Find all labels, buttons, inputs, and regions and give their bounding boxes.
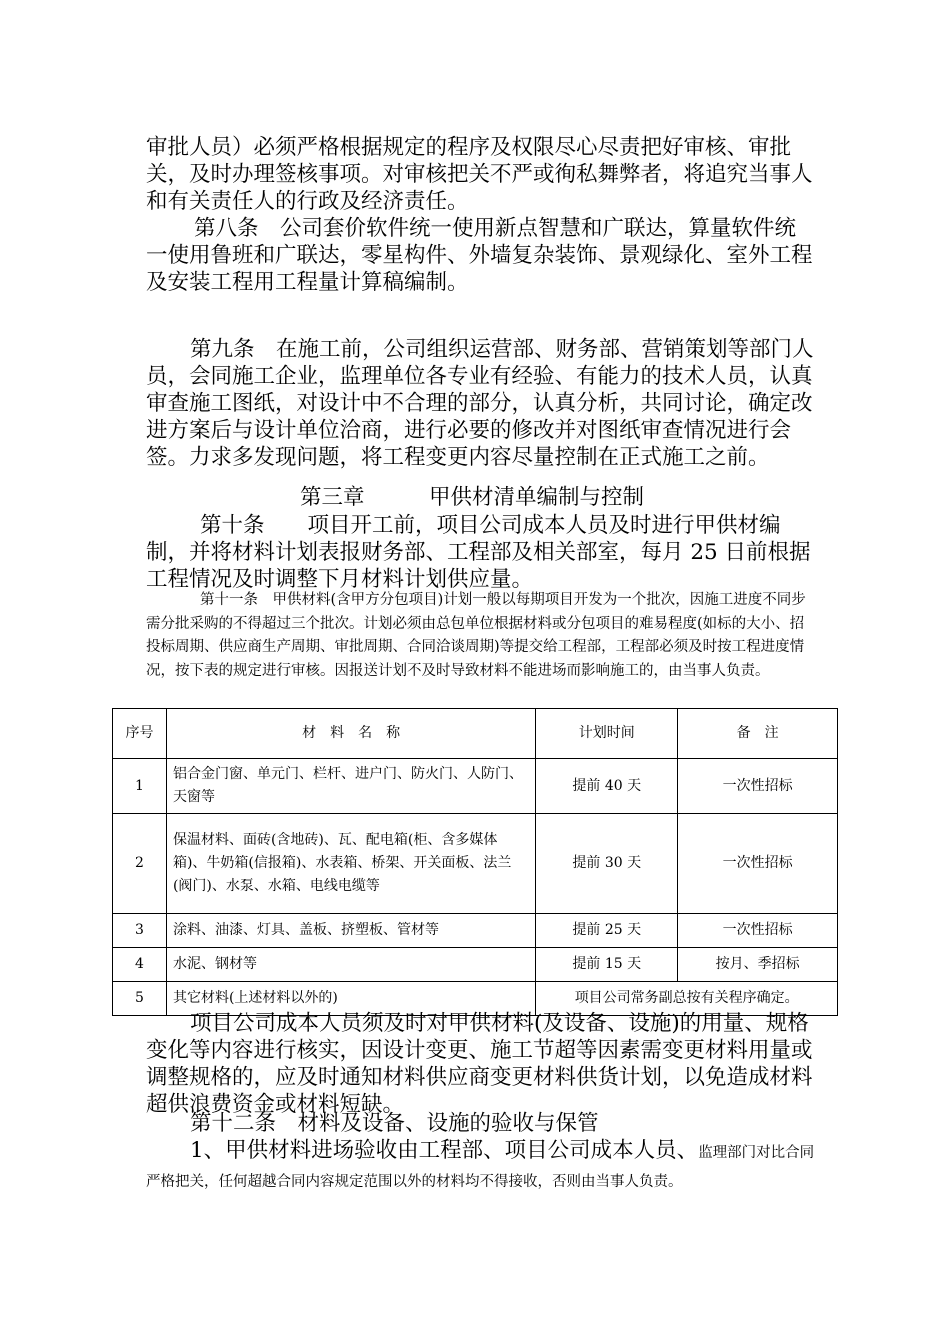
row-remarks: 一次性招标: [678, 759, 838, 814]
row-number: 1: [113, 759, 167, 814]
table-row: [113, 759, 838, 814]
row-material-name: 其它材料(上述材料以外的): [166, 982, 535, 1016]
paragraph-supply-verification: 项目公司成本人员须及时对甲供材料(及设备、设施)的用量、规格变化等内容进行核实，因设计变更、施工节超等因素需变更材料用量或调整规格的，应及时通知材料供应商变更材料供货计划，以免造成材料超供浪费资金或材料短缺。: [146, 1011, 813, 1117]
item-1-large-text: 1、甲供材料进场验收由工程部、项目公司成本人员、: [190, 1138, 699, 1163]
row-material-name: 铝合金门窗、单元门、栏杆、进户门、防火门、人防门、天窗等: [166, 759, 535, 814]
row-number: 5: [113, 982, 167, 1016]
paragraph-article-9: 第九条 在施工前，公司组织运营部、财务部、营销策划等部门人员，会同施工企业，监理单位各专业有经验、有能力的技术人员，认真审查施工图纸，对设计中不合理的部分，认真分析，共同讨论，确定改进方案后与设计单位洽商，进行必要的修改并对图纸审查情况进行会签。力求多发现问题，将工程变更内容尽量控制在正式施工之前。: [146, 337, 814, 470]
row-remarks: 一次性招标: [678, 814, 838, 914]
paragraph-article-12-title: 第十二条 材料及设备、设施的验收与保管: [190, 1111, 599, 1136]
row-material-name: 涂料、油漆、灯具、盖板、挤塑板、管材等: [166, 914, 535, 948]
table-row: [113, 914, 838, 948]
header-cell-remarks: 备 注: [678, 709, 838, 759]
header-cell-material-name: 材 料 名 称: [166, 709, 535, 759]
row-merged-remarks: 项目公司常务副总按有关程序确定。: [536, 982, 838, 1016]
row-remarks: 按月、季招标: [678, 948, 838, 982]
material-plan-table: [112, 708, 838, 1016]
header-cell-number: 序号: [113, 709, 167, 759]
paragraph-article-8: 第八条 公司套价软件统一使用新点智慧和广联达，算量软件统一使用鲁班和广联达，零星构件、外墙复杂装饰、景观绿化、室外工程及安装工程用工程量计算稿编制。: [146, 216, 813, 295]
row-number: 3: [113, 914, 167, 948]
row-plan-time: 提前 40 天: [536, 759, 678, 814]
paragraph-article-11: 第十一条 甲供材料(含甲方分包项目)计划一般以每期项目开发为一个批次，因施工进度不同步需分批采购的不得超过三个批次。计划必须由总包单位根据材料或分包项目的难易程度(如标的大小、招投标周期、供应商生产周期、审批周期、合同洽谈周期)等提交给工程部，工程部必须及时按工程进度情况，按下表的规定进行审核。因报送计划不及时导致材料不能进场而影响施工的，由当事人负责。: [146, 592, 806, 679]
row-remarks: 一次性招标: [678, 914, 838, 948]
row-number: 2: [113, 814, 167, 914]
row-plan-time: 提前 25 天: [536, 914, 678, 948]
paragraph-article-12-item-1: [146, 1137, 816, 1194]
table-row: [113, 814, 838, 914]
header-cell-plan-time: 计划时间: [536, 709, 678, 759]
item-1-small-text: 监理部门对比合同严格把关，任何超越合同内容规定范围以外的材料均不得接收，否则由当事人负责。: [146, 1145, 815, 1190]
chapter-heading: 第三章 甲供材清单编制与控制: [300, 485, 645, 510]
table-row: [113, 948, 838, 982]
row-material-name: 水泥、钢材等: [166, 948, 535, 982]
row-plan-time: 提前 30 天: [536, 814, 678, 914]
paragraph-article-10: 第十条 项目开工前，项目公司成本人员及时进行甲供材编制，并将材料计划表报财务部、工程部及相关部室，每月 25 日前根据工程情况及时调整下月材料计划供应量。: [146, 513, 811, 592]
row-material-name: 保温材料、面砖(含地砖)、瓦、配电箱(柜、含多媒体箱)、牛奶箱(信报箱)、水表箱、桥架、开关面板、法兰(阀门)、水泵、水箱、电线电缆等: [166, 814, 535, 914]
row-number: 4: [113, 948, 167, 982]
row-plan-time: 提前 15 天: [536, 948, 678, 982]
table-header-row: [113, 709, 838, 759]
paragraph-approval-responsibility: 审批人员）必须严格根据规定的程序及权限尽心尽责把好审核、审批关，及时办理签核事项。对审核把关不严或徇私舞弊者，将追究当事人和有关责任人的行政及经济责任。: [146, 135, 813, 214]
